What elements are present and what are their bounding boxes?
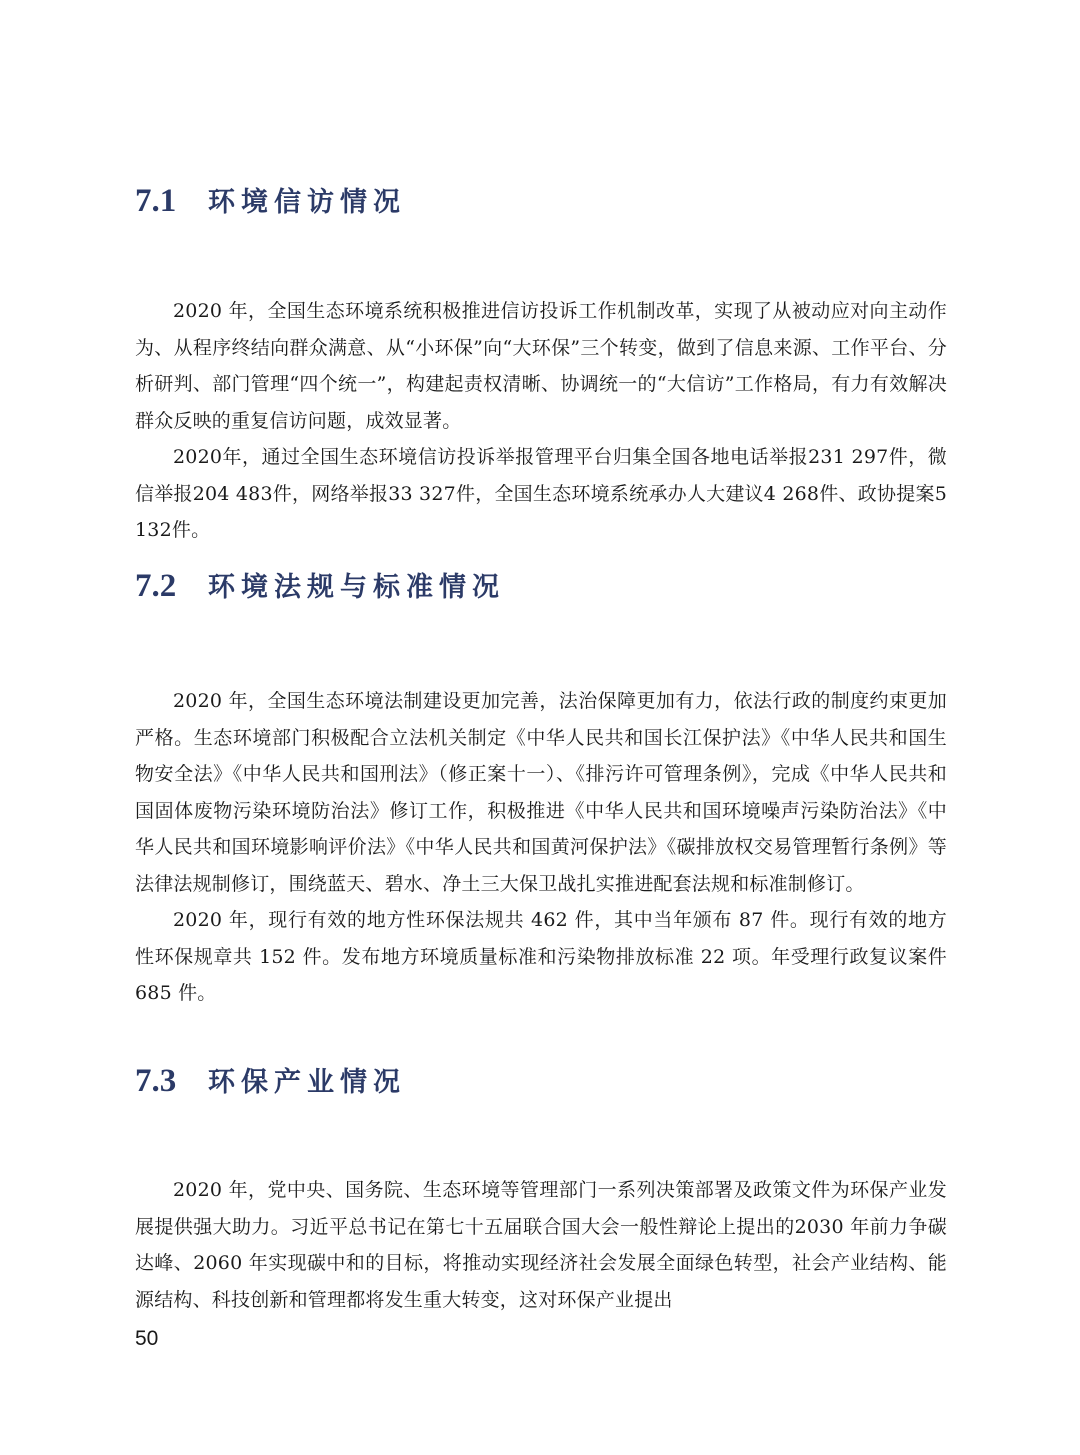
paragraph: 2020年，通过全国生态环境信访投诉举报管理平台归集全国各地电话举报231 297件，微信举报204 483件，网络举报33 327件，全国生态环境系统承办人大建议4 268件、政协提案5 132件。	[135, 446, 947, 541]
section-number: 7.1	[135, 183, 177, 219]
section-heading	[135, 180, 947, 230]
section-body	[135, 1172, 947, 1318]
section-title: 环保产业情况	[208, 1067, 406, 1098]
paragraph: 2020 年，全国生态环境系统积极推进信访投诉工作机制改革，实现了从被动应对向主动作为、从程序终结向群众满意、从“小环保”向“大环保”三个转变，做到了信息来源、工作平台、分析研判、部门管理“四个统一”，构建起责权清晰、协调统一的“大信访”工作格局，有力有效解决群众反映的重复信访问题，成效显著。	[135, 300, 947, 432]
section-7-1	[135, 180, 947, 549]
section-title: 环境信访情况	[208, 187, 406, 218]
section-number: 7.2	[135, 568, 177, 604]
section-7-2	[135, 565, 947, 1012]
section-number: 7.3	[135, 1063, 177, 1099]
section-body	[135, 683, 947, 1012]
paragraph: 2020 年，现行有效的地方性环保法规共 462 件，其中当年颁布 87 件。现行有效的地方性环保规章共 152 件。发布地方环境质量标准和污染物排放标准 22 项。年受理行政复议案件 685 件。	[135, 909, 947, 1004]
section-heading	[135, 565, 947, 615]
page-number: 50	[135, 1327, 159, 1350]
section-body	[135, 293, 947, 549]
section-title: 环境法规与标准情况	[208, 572, 505, 603]
section-7-3	[135, 1060, 947, 1318]
paragraph: 2020 年，党中央、国务院、生态环境等管理部门一系列决策部署及政策文件为环保产业发展提供强大助力。习近平总书记在第七十五届联合国大会一般性辩论上提出的2030 年前力争碳达峰、2060 年实现碳中和的目标，将推动实现经济社会发展全面绿色转型，社会产业结构、能源结构、科技创新和管理都将发生重大转变，这对环保产业提出	[135, 1179, 947, 1311]
paragraph: 2020 年，全国生态环境法制建设更加完善，法治保障更加有力，依法行政的制度约束更加严格。生态环境部门积极配合立法机关制定《中华人民共和国长江保护法》《中华人民共和国生物安全法》《中华人民共和国刑法》（修正案十一）、《排污许可管理条例》，完成《中华人民共和国固体废物污染环境防治法》修订工作，积极推进《中华人民共和国环境噪声污染防治法》《中华人民共和国环境影响评价法》《中华人民共和国黄河保护法》《碳排放权交易管理暂行条例》等法律法规制修订，围绕蓝天、碧水、净土三大保卫战扎实推进配套法规和标准制修订。	[135, 690, 947, 895]
section-heading	[135, 1060, 947, 1110]
